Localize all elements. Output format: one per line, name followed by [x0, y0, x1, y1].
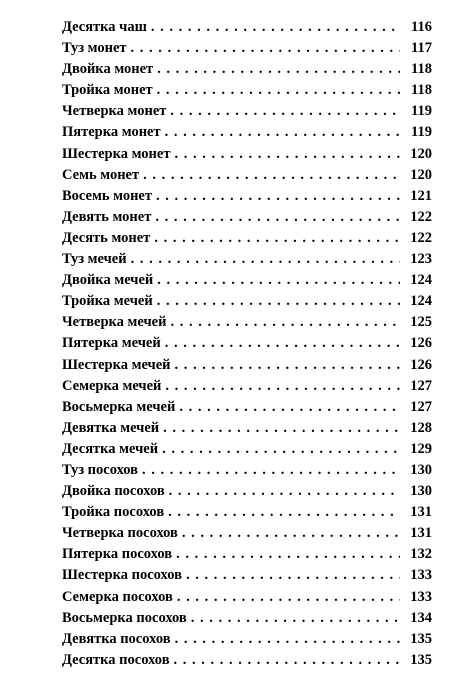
dot-leader: [157, 291, 400, 312]
toc-entry-page-number: 128: [410, 419, 432, 436]
toc-entry-title: Двойка монет: [62, 61, 154, 78]
toc-entry: [62, 650, 432, 671]
dot-leader: [176, 544, 400, 565]
toc-entry: [62, 397, 432, 418]
toc-entry: [62, 186, 432, 207]
toc-entry-page-number: 125: [410, 314, 432, 331]
toc-entry: [62, 376, 432, 397]
toc-entry-page-number: 122: [410, 229, 432, 246]
dot-leader: [179, 397, 400, 418]
dot-leader: [165, 333, 400, 354]
toc-entry: [62, 80, 432, 101]
toc-entry-title: Туз посохов: [62, 461, 138, 478]
dot-leader: [177, 587, 400, 608]
toc-entry-page-number: 119: [411, 124, 432, 141]
toc-entry-page-number: 126: [410, 335, 432, 352]
dot-leader: [163, 418, 400, 439]
toc-entry-title: Туз мечей: [62, 251, 127, 268]
toc-entry: [62, 481, 432, 502]
toc-entry-title: Десять монет: [62, 229, 151, 246]
toc-entry-title: Десятка чаш: [62, 19, 147, 35]
dot-leader: [175, 629, 400, 650]
toc-entry-title: Пятерка мечей: [62, 335, 161, 352]
toc-entry-page-number: 132: [410, 546, 432, 563]
toc-entry-title: Шестерка посохов: [62, 567, 182, 584]
dot-leader: [191, 608, 400, 629]
toc-entry-title: Семерка мечей: [62, 377, 162, 394]
dot-leader: [162, 439, 400, 460]
toc-entry-page-number: 135: [410, 651, 432, 668]
toc-entry: [62, 38, 432, 59]
toc-entry-page-number: 121: [410, 187, 432, 204]
toc-entry-title: Шестерка мечей: [62, 356, 171, 373]
toc-entry-page-number: 116: [411, 19, 432, 35]
toc-entry-page-number: 130: [410, 483, 432, 500]
dot-leader: [131, 249, 400, 270]
toc-entry-title: Девятка мечей: [62, 419, 160, 436]
toc-entry-page-number: 120: [410, 166, 432, 183]
dot-leader: [170, 101, 400, 122]
dot-leader: [157, 59, 400, 80]
toc-entry: [62, 122, 432, 143]
toc-entry: [62, 629, 432, 650]
toc-entry: [62, 355, 432, 376]
toc-entry-page-number: 131: [410, 504, 432, 521]
toc-entry-page-number: 127: [410, 398, 432, 415]
dot-leader: [157, 270, 400, 291]
toc-entry: [62, 270, 432, 291]
dot-leader: [156, 186, 400, 207]
toc-entry-page-number: 118: [411, 61, 432, 78]
toc-entry-title: Семерка посохов: [62, 588, 173, 605]
dot-leader: [143, 165, 400, 186]
toc-entry-page-number: 124: [410, 272, 432, 289]
dot-leader: [151, 17, 400, 38]
dot-leader: [165, 122, 400, 143]
toc-entry: [62, 291, 432, 312]
toc-entry-page-number: 133: [410, 567, 432, 584]
toc-entry: [62, 565, 432, 586]
toc-entry: [62, 312, 432, 333]
toc-entry-page-number: 131: [410, 525, 432, 542]
toc-entry-title: Шестерка монет: [62, 145, 171, 162]
toc-entry: [62, 59, 432, 80]
toc-entry-title: Десятка мечей: [62, 440, 159, 457]
dot-leader: [165, 376, 400, 397]
toc-entry-title: Туз монет: [62, 40, 127, 57]
dot-leader: [174, 650, 400, 671]
dot-leader: [142, 460, 400, 481]
toc-entry-title: Двойка посохов: [62, 483, 165, 500]
toc-entry-title: Десятка посохов: [62, 651, 170, 668]
toc-entry-title: Девять монет: [62, 208, 152, 225]
toc-entry-page-number: 129: [410, 440, 432, 457]
toc-entry-title: Семь монет: [62, 166, 140, 183]
toc-entry-page-number: 118: [411, 82, 432, 99]
toc-entry: [62, 523, 432, 544]
dot-leader: [168, 502, 400, 523]
toc-entry-title: Девятка посохов: [62, 630, 171, 647]
dot-leader: [157, 80, 400, 101]
dot-leader: [154, 228, 400, 249]
toc-entry-title: Четверка мечей: [62, 314, 167, 331]
toc-entry: [62, 101, 432, 122]
toc-entry: [62, 460, 432, 481]
toc-entry-title: Восьмерка посохов: [62, 609, 187, 626]
toc-entry-page-number: 126: [410, 356, 432, 373]
toc-entry-page-number: 134: [410, 609, 432, 626]
dot-leader: [174, 144, 400, 165]
toc-entry-page-number: 122: [410, 208, 432, 225]
toc-entry-title: Четверка монет: [62, 103, 167, 120]
dot-leader: [170, 312, 400, 333]
toc-entry: [62, 17, 432, 38]
toc-entry-page-number: 119: [411, 103, 432, 120]
toc-entry-title: Четверка посохов: [62, 525, 178, 542]
toc-entry: [62, 144, 432, 165]
toc-entry-title: Тройка посохов: [62, 504, 165, 521]
dot-leader: [175, 355, 400, 376]
dot-leader: [131, 38, 401, 59]
toc-entry-page-number: 135: [410, 630, 432, 647]
toc-entry: [62, 418, 432, 439]
toc-entry-page-number: 120: [410, 145, 432, 162]
toc-entry-title: Восьмерка мечей: [62, 398, 176, 415]
dot-leader: [169, 481, 400, 502]
toc-entry-title: Восемь монет: [62, 187, 152, 204]
toc-entry-page-number: 133: [410, 588, 432, 605]
table-of-contents: [62, 17, 432, 671]
toc-entry: [62, 502, 432, 523]
toc-entry-title: Пятерка монет: [62, 124, 161, 141]
dot-leader: [186, 565, 400, 586]
toc-entry-title: Двойка мечей: [62, 272, 154, 289]
toc-entry-title: Тройка монет: [62, 82, 153, 99]
toc-entry-page-number: 130: [410, 461, 432, 478]
dot-leader: [155, 207, 400, 228]
toc-entry: [62, 165, 432, 186]
toc-entry: [62, 587, 432, 608]
toc-entry-page-number: 124: [410, 293, 432, 310]
toc-entry-page-number: 127: [410, 377, 432, 394]
toc-entry: [62, 207, 432, 228]
toc-entry: [62, 439, 432, 460]
toc-entry-page-number: 117: [411, 40, 432, 57]
toc-entry-page-number: 123: [410, 251, 432, 268]
toc-entry: [62, 249, 432, 270]
toc-entry-title: Тройка мечей: [62, 293, 153, 310]
toc-entry: [62, 608, 432, 629]
dot-leader: [182, 523, 400, 544]
toc-entry: [62, 544, 432, 565]
toc-entry: [62, 333, 432, 354]
toc-entry: [62, 228, 432, 249]
toc-entry-title: Пятерка посохов: [62, 546, 173, 563]
